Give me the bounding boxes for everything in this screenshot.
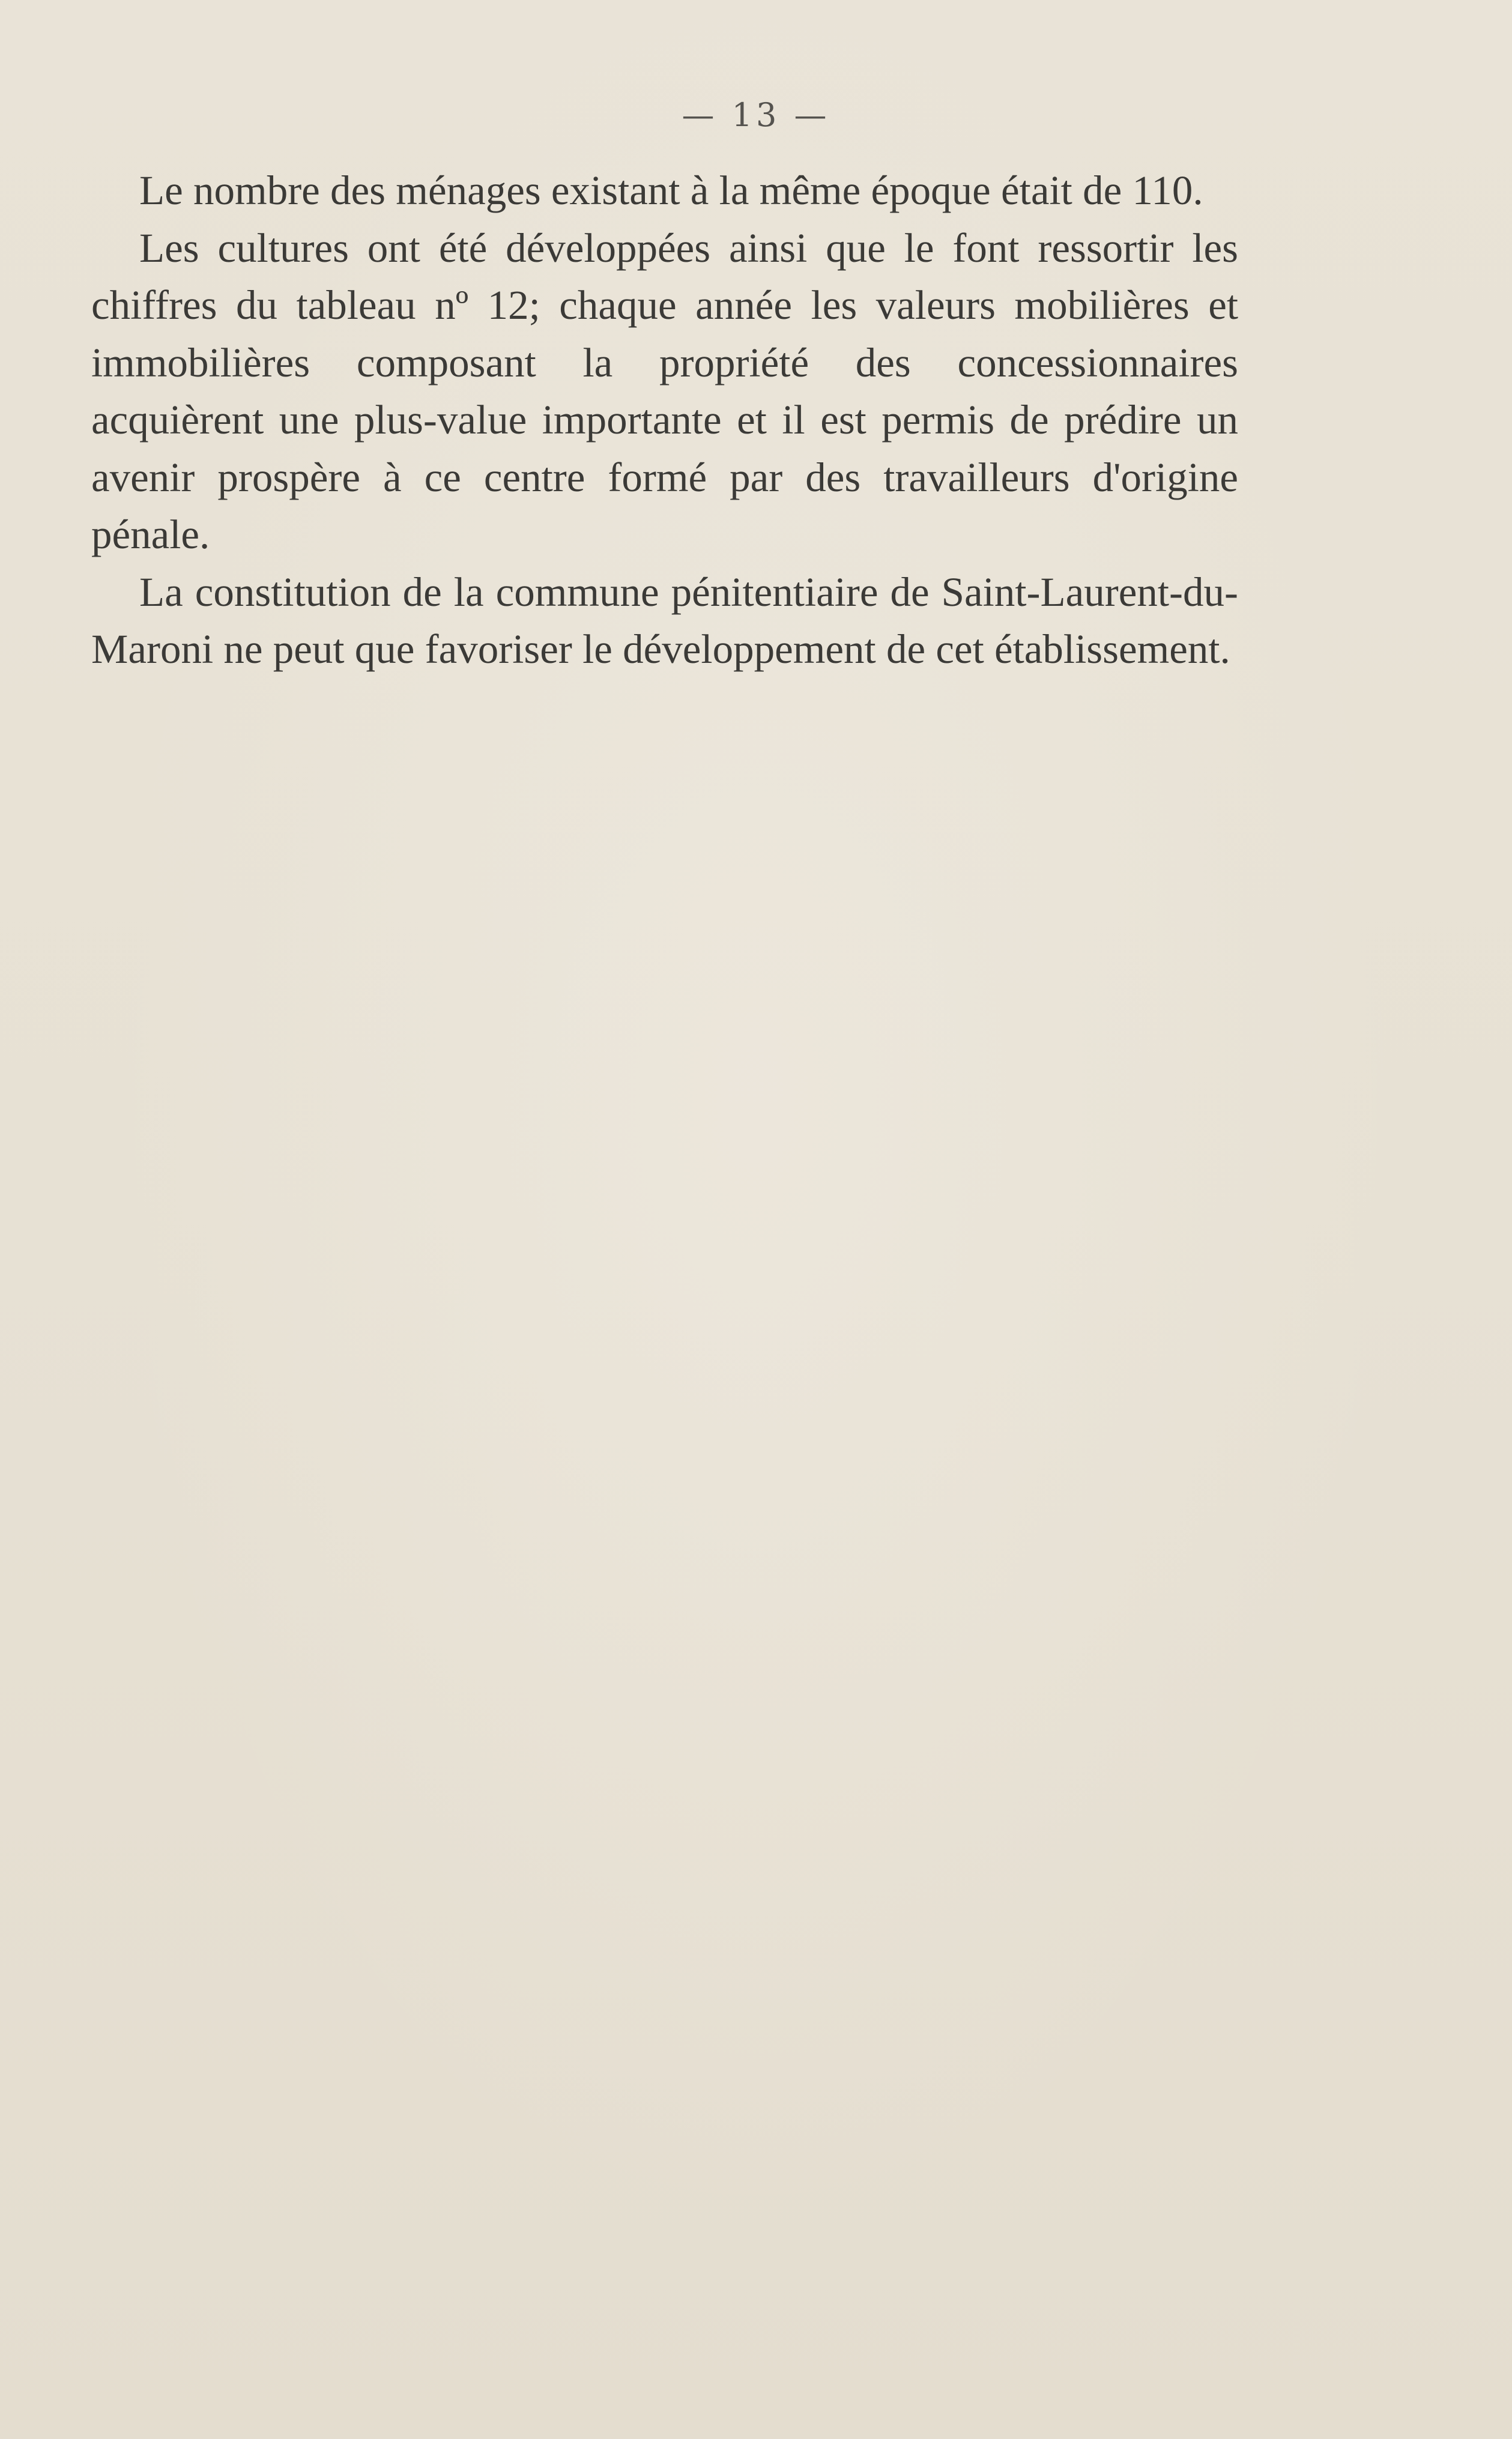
paragraph-3: La constitution de la commune pénitentiaire de Saint-Laurent-du-Maroni ne peut que favoriser le développement de cet établissement. — [91, 569, 1238, 672]
paragraph-1: Le nombre des ménages existant à la même époque était de 110. — [139, 168, 1203, 213]
body-text — [91, 162, 1238, 679]
paragraph-2: Les cultures ont été développées ainsi que le font ressortir les chiffres du tableau nº 12; chaque année les valeurs mobilières et immobilières composant la propriété des concessionnaires acquièrent une plus-value importante et il est permis de prédire un avenir prospère à ce centre formé par des travailleurs d'origine pénale. — [91, 225, 1238, 557]
page-number: — 13 — — [682, 96, 830, 134]
